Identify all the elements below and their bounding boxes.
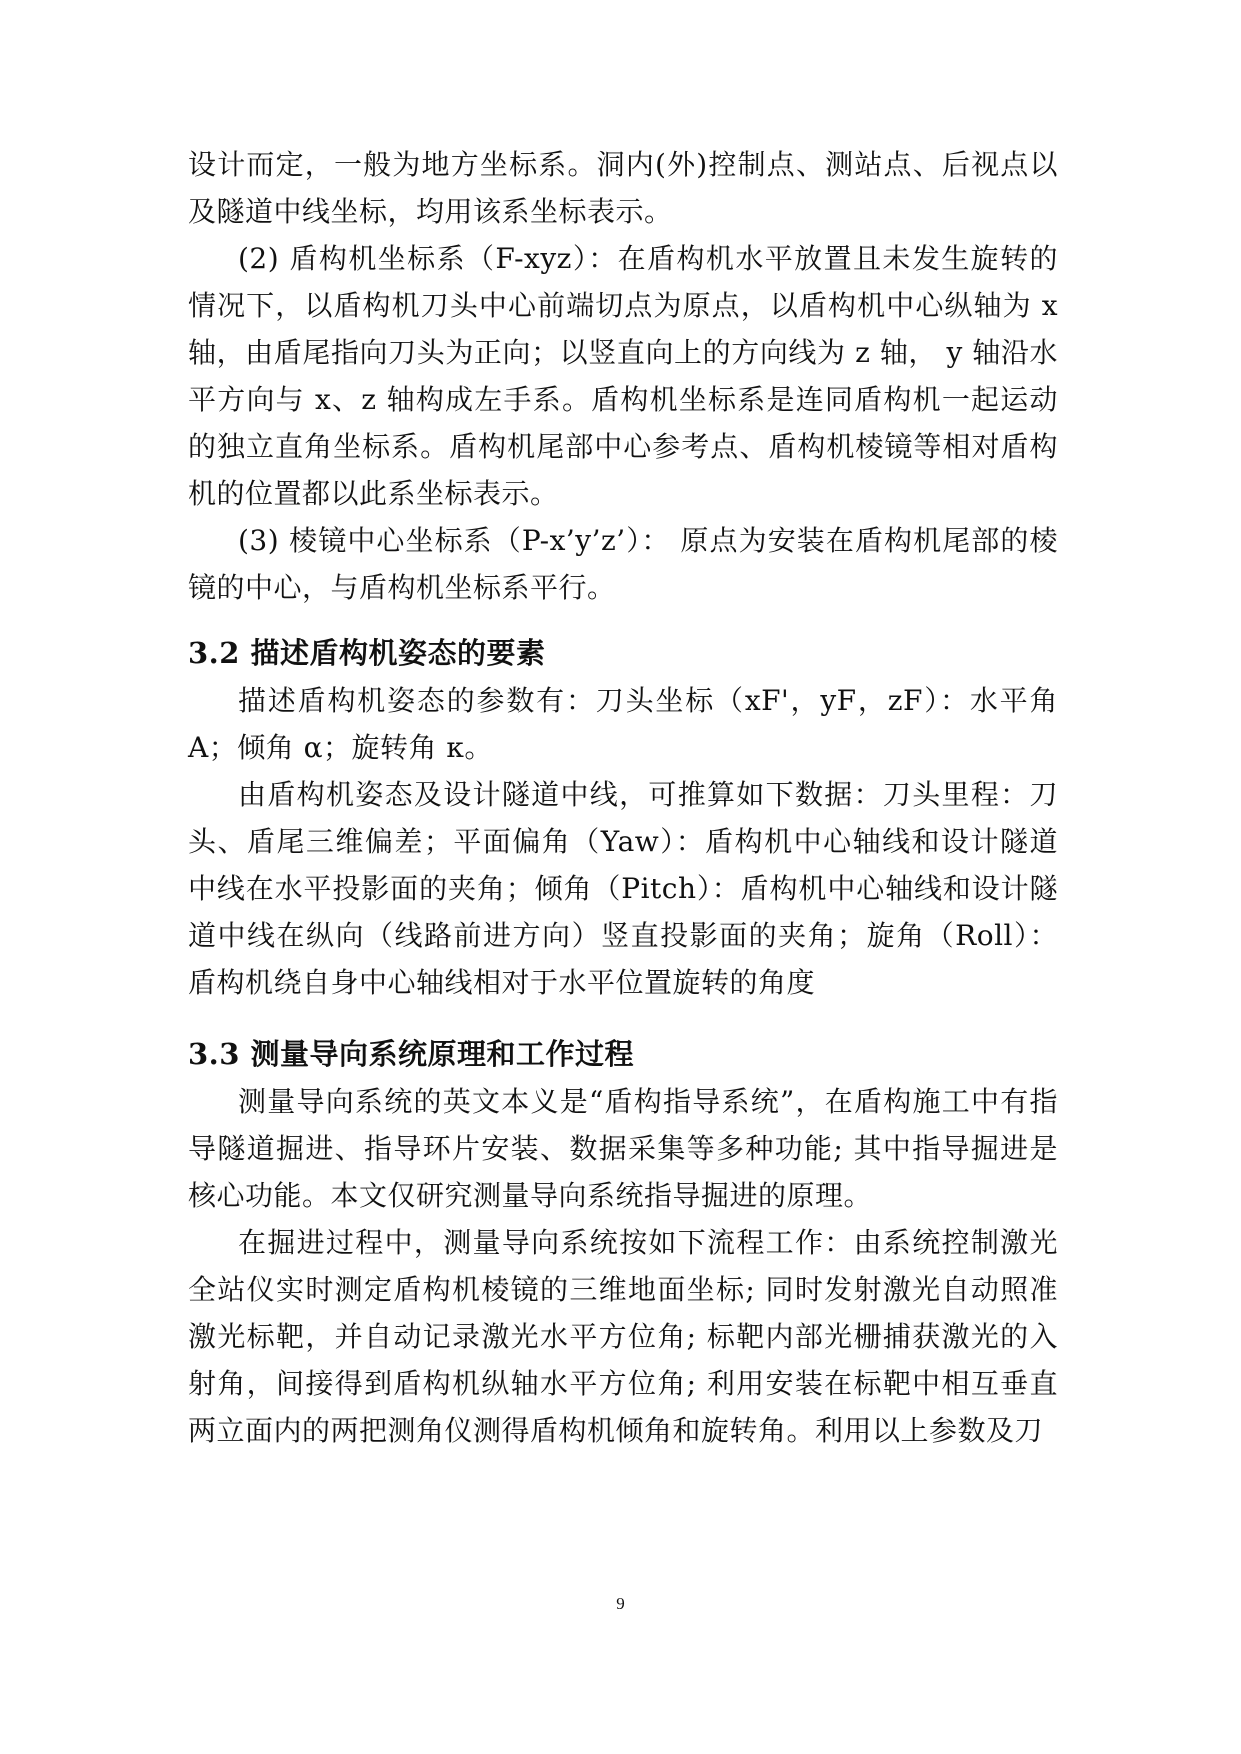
paragraph-guidance-system-definition: 测量导向系统的英文本义是“盾构指导系统”，在盾构施工中有指导隧道掘进、指导环片安装、数据采集等多种功能; 其中指导掘进是核心功能。本文仅研究测量导向系统指导掘进的原理。	[188, 1085, 1058, 1212]
section-3-2	[188, 630, 1058, 1006]
paragraph-guidance-workflow: 在掘进过程中，测量导向系统按如下流程工作：由系统控制激光全站仪实时测定盾构机棱镜的三维地面坐标; 同时发射激光自动照准激光标靶，并自动记录激光水平方位角; 标靶内部光栅捕获激光的入射角，间接得到盾构机纵轴水平方位角; 利用安装在标靶中相互垂直两立面内的两把测角仪测得盾构机倾角和旋转角。利用以上参数及刀	[188, 1226, 1058, 1447]
section-heading-3-3: 3.3 测量导向系统原理和工作过程	[188, 1037, 635, 1071]
section-heading-3-2: 3.2 描述盾构机姿态的要素	[188, 636, 546, 670]
page-number: 9	[616, 1594, 625, 1613]
paragraph-prism-coordinate-system: (3) 棱镜中心坐标系（P-x’y’z’）： 原点为安装在盾构机尾部的棱镜的中心，与盾构机坐标系平行。	[188, 524, 1058, 604]
paragraph-shield-coordinate-system: (2) 盾构机坐标系（F-xyz）：在盾构机水平放置且未发生旋转的情况下，以盾构机刀头中心前端切点为原点，以盾构机中心纵轴为 x 轴，由盾尾指向刀头为正向；以竖直向上的方向线为 z 轴， y 轴沿水平方向与 x、z 轴构成左手系。盾构机坐标系是连同盾构机一起运动的独立直角坐标系。盾构机尾部中心参考点、盾构机棱镜等相对盾构机的位置都以此系坐标表示。	[188, 242, 1058, 510]
intro-block	[188, 141, 1058, 611]
paragraph-attitude-parameters: 描述盾构机姿态的参数有：刀头坐标（xF'，yF，zF）：水平角 A；倾角 α；旋转角 κ。	[188, 684, 1058, 764]
paragraph-derived-data: 由盾构机姿态及设计隧道中线，可推算如下数据：刀头里程：刀头、盾尾三维偏差；平面偏角（Yaw）：盾构机中心轴线和设计隧道中线在水平投影面的夹角；倾角（Pitch）：盾构机中心轴线和设计隧道中线在纵向（线路前进方向）竖直投影面的夹角；旋角（Roll）：盾构机绕自身中心轴线相对于水平位置旋转的角度	[188, 778, 1058, 999]
section-3-3	[188, 1031, 1058, 1454]
paragraph-coordinate-system-continued: 设计而定，一般为地方坐标系。洞内(外)控制点、测站点、后视点以及隧道中线坐标，均用该系坐标表示。	[188, 148, 1058, 228]
